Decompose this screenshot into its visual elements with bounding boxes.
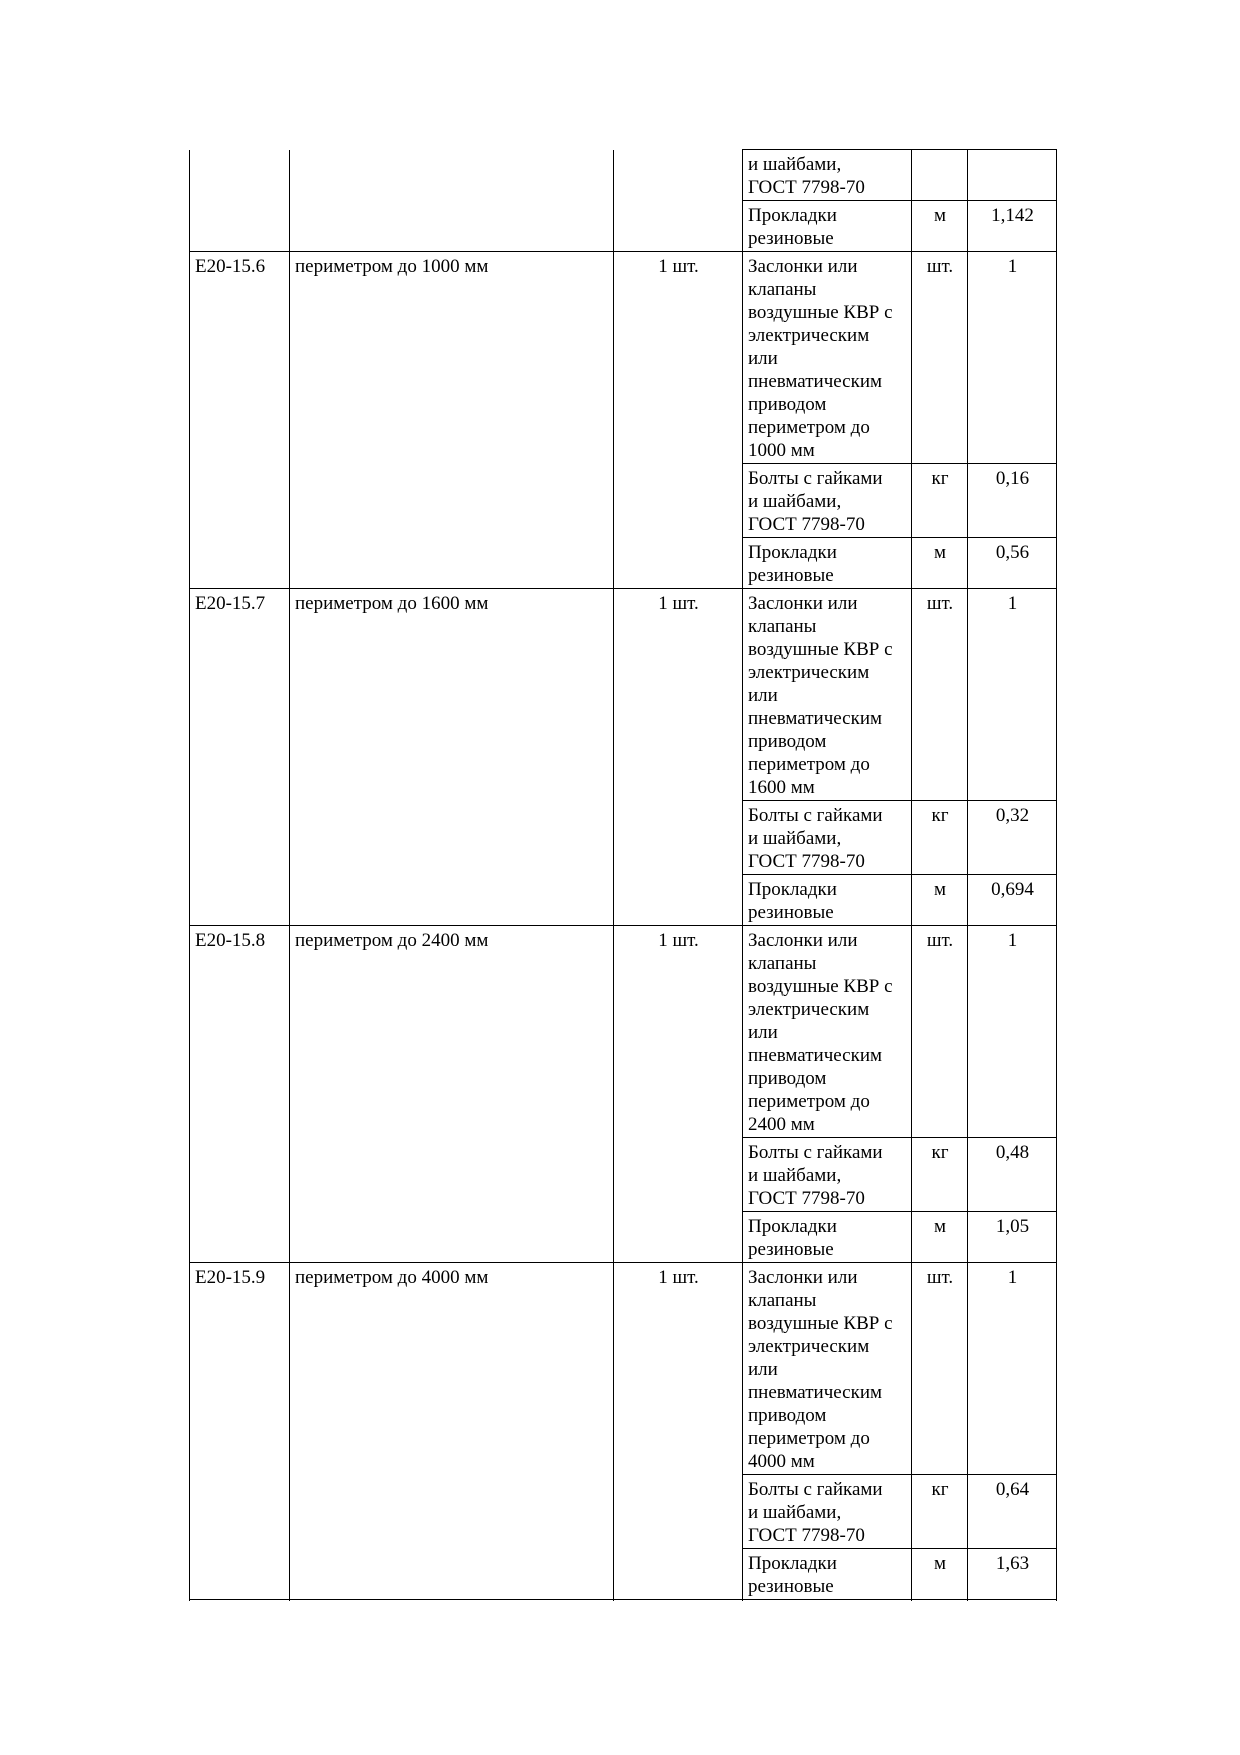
material-unit: шт.	[926, 1267, 954, 1288]
table-border	[742, 150, 743, 253]
table-border	[189, 926, 190, 1264]
table-border	[189, 925, 1057, 926]
material-name: и шайбами, ГОСТ 7798-70	[748, 154, 865, 198]
material-qty: 0,64	[995, 1479, 1030, 1500]
table-border	[189, 1263, 190, 1601]
table-border	[189, 1599, 1057, 1600]
material-name: Заслонки или клапаны воздушные КВР с электрическим или пневматическим приводом периметром до 4000 мм	[748, 1267, 893, 1472]
material-qty: 1,142	[991, 205, 1034, 226]
table-border	[742, 200, 1057, 201]
material-unit: шт.	[926, 256, 954, 277]
material-name: Болты с гайками и шайбами, ГОСТ 7798-70	[748, 468, 883, 535]
material-qty: 1,63	[995, 1553, 1030, 1574]
material-unit: кг	[931, 468, 949, 489]
table-border	[967, 926, 968, 1264]
table-border	[189, 589, 190, 927]
material-qty: 1	[1007, 1267, 1018, 1288]
material-name: Болты с гайками и шайбами, ГОСТ 7798-70	[748, 1479, 883, 1546]
measure-unit: 1 шт.	[658, 256, 699, 277]
table-border	[289, 589, 290, 927]
material-name: Прокладки резиновые	[748, 1553, 837, 1597]
material-unit: кг	[931, 1479, 949, 1500]
material-qty: 1	[1007, 256, 1018, 277]
material-qty: 1	[1007, 593, 1018, 614]
measure-unit: 1 шт.	[658, 593, 699, 614]
table-border	[742, 537, 1057, 538]
material-unit: шт.	[926, 593, 954, 614]
table-border	[1056, 1263, 1057, 1601]
material-name: Болты с гайками и шайбами, ГОСТ 7798-70	[748, 1142, 883, 1209]
material-unit: шт.	[926, 930, 954, 951]
table-border	[967, 589, 968, 927]
table-border	[189, 150, 190, 253]
work-description: периметром до 1600 мм	[295, 593, 489, 614]
table-border	[613, 150, 614, 253]
material-unit: м	[933, 879, 947, 900]
norm-code: Е20-15.9	[195, 1267, 266, 1288]
measure-unit: 1 шт.	[658, 930, 699, 951]
table-border	[911, 926, 912, 1264]
material-unit: м	[933, 1553, 947, 1574]
material-unit: м	[933, 1216, 947, 1237]
material-qty: 0,56	[995, 542, 1030, 563]
table-border	[911, 589, 912, 927]
table-border	[911, 150, 912, 253]
table-border	[189, 252, 190, 590]
table-border	[742, 252, 743, 590]
norm-code: Е20-15.6	[195, 256, 266, 277]
material-name: Болты с гайками и шайбами, ГОСТ 7798-70	[748, 805, 883, 872]
table-border	[289, 150, 290, 253]
material-qty: 0,48	[995, 1142, 1030, 1163]
table-border	[742, 463, 1057, 464]
material-name: Прокладки резиновые	[748, 879, 837, 923]
material-qty: 1,05	[995, 1216, 1030, 1237]
material-qty: 0,32	[995, 805, 1030, 826]
table-border	[613, 589, 614, 927]
table-border	[1056, 252, 1057, 590]
table-border	[967, 150, 968, 253]
table-border	[613, 1263, 614, 1601]
material-name: Заслонки или клапаны воздушные КВР с электрическим или пневматическим приводом периметром до 1000 мм	[748, 256, 893, 461]
table-border	[742, 1263, 743, 1601]
table-border	[289, 1263, 290, 1601]
table-border	[911, 1263, 912, 1601]
material-name: Прокладки резиновые	[748, 542, 837, 586]
norm-code: Е20-15.7	[195, 593, 266, 614]
table-border	[189, 588, 1057, 589]
material-name: Заслонки или клапаны воздушные КВР с электрическим или пневматическим приводом периметром до 1600 мм	[748, 593, 893, 798]
table-border	[613, 252, 614, 590]
table-border	[742, 926, 743, 1264]
table-border	[1056, 150, 1057, 253]
work-description: периметром до 4000 мм	[295, 1267, 489, 1288]
table-border	[742, 1474, 1057, 1475]
material-name: Заслонки или клапаны воздушные КВР с электрическим или пневматическим приводом периметром до 2400 мм	[748, 930, 893, 1135]
material-unit: кг	[931, 805, 949, 826]
table-border	[189, 251, 1057, 252]
table-border	[742, 800, 1057, 801]
table-border	[742, 874, 1057, 875]
table-border	[967, 1263, 968, 1601]
table-border	[742, 149, 1057, 150]
work-description: периметром до 2400 мм	[295, 930, 489, 951]
table-border	[1056, 589, 1057, 927]
table-border	[189, 1262, 1057, 1263]
table-border	[967, 252, 968, 590]
material-qty: 1	[1007, 930, 1018, 951]
material-qty: 0,694	[991, 879, 1034, 900]
material-unit: м	[933, 542, 947, 563]
table-border	[911, 252, 912, 590]
measure-unit: 1 шт.	[658, 1267, 699, 1288]
table-border	[613, 926, 614, 1264]
material-qty: 0,16	[995, 468, 1030, 489]
table-border	[742, 1137, 1057, 1138]
table-border	[289, 926, 290, 1264]
material-name: Прокладки резиновые	[748, 205, 837, 249]
table-border	[742, 1548, 1057, 1549]
table-border	[742, 1211, 1057, 1212]
material-unit: кг	[931, 1142, 949, 1163]
table-border	[742, 589, 743, 927]
table-border	[1056, 926, 1057, 1264]
work-description: периметром до 1000 мм	[295, 256, 489, 277]
table-border	[289, 252, 290, 590]
material-name: Прокладки резиновые	[748, 1216, 837, 1260]
norm-code: Е20-15.8	[195, 930, 266, 951]
material-unit: м	[933, 205, 947, 226]
